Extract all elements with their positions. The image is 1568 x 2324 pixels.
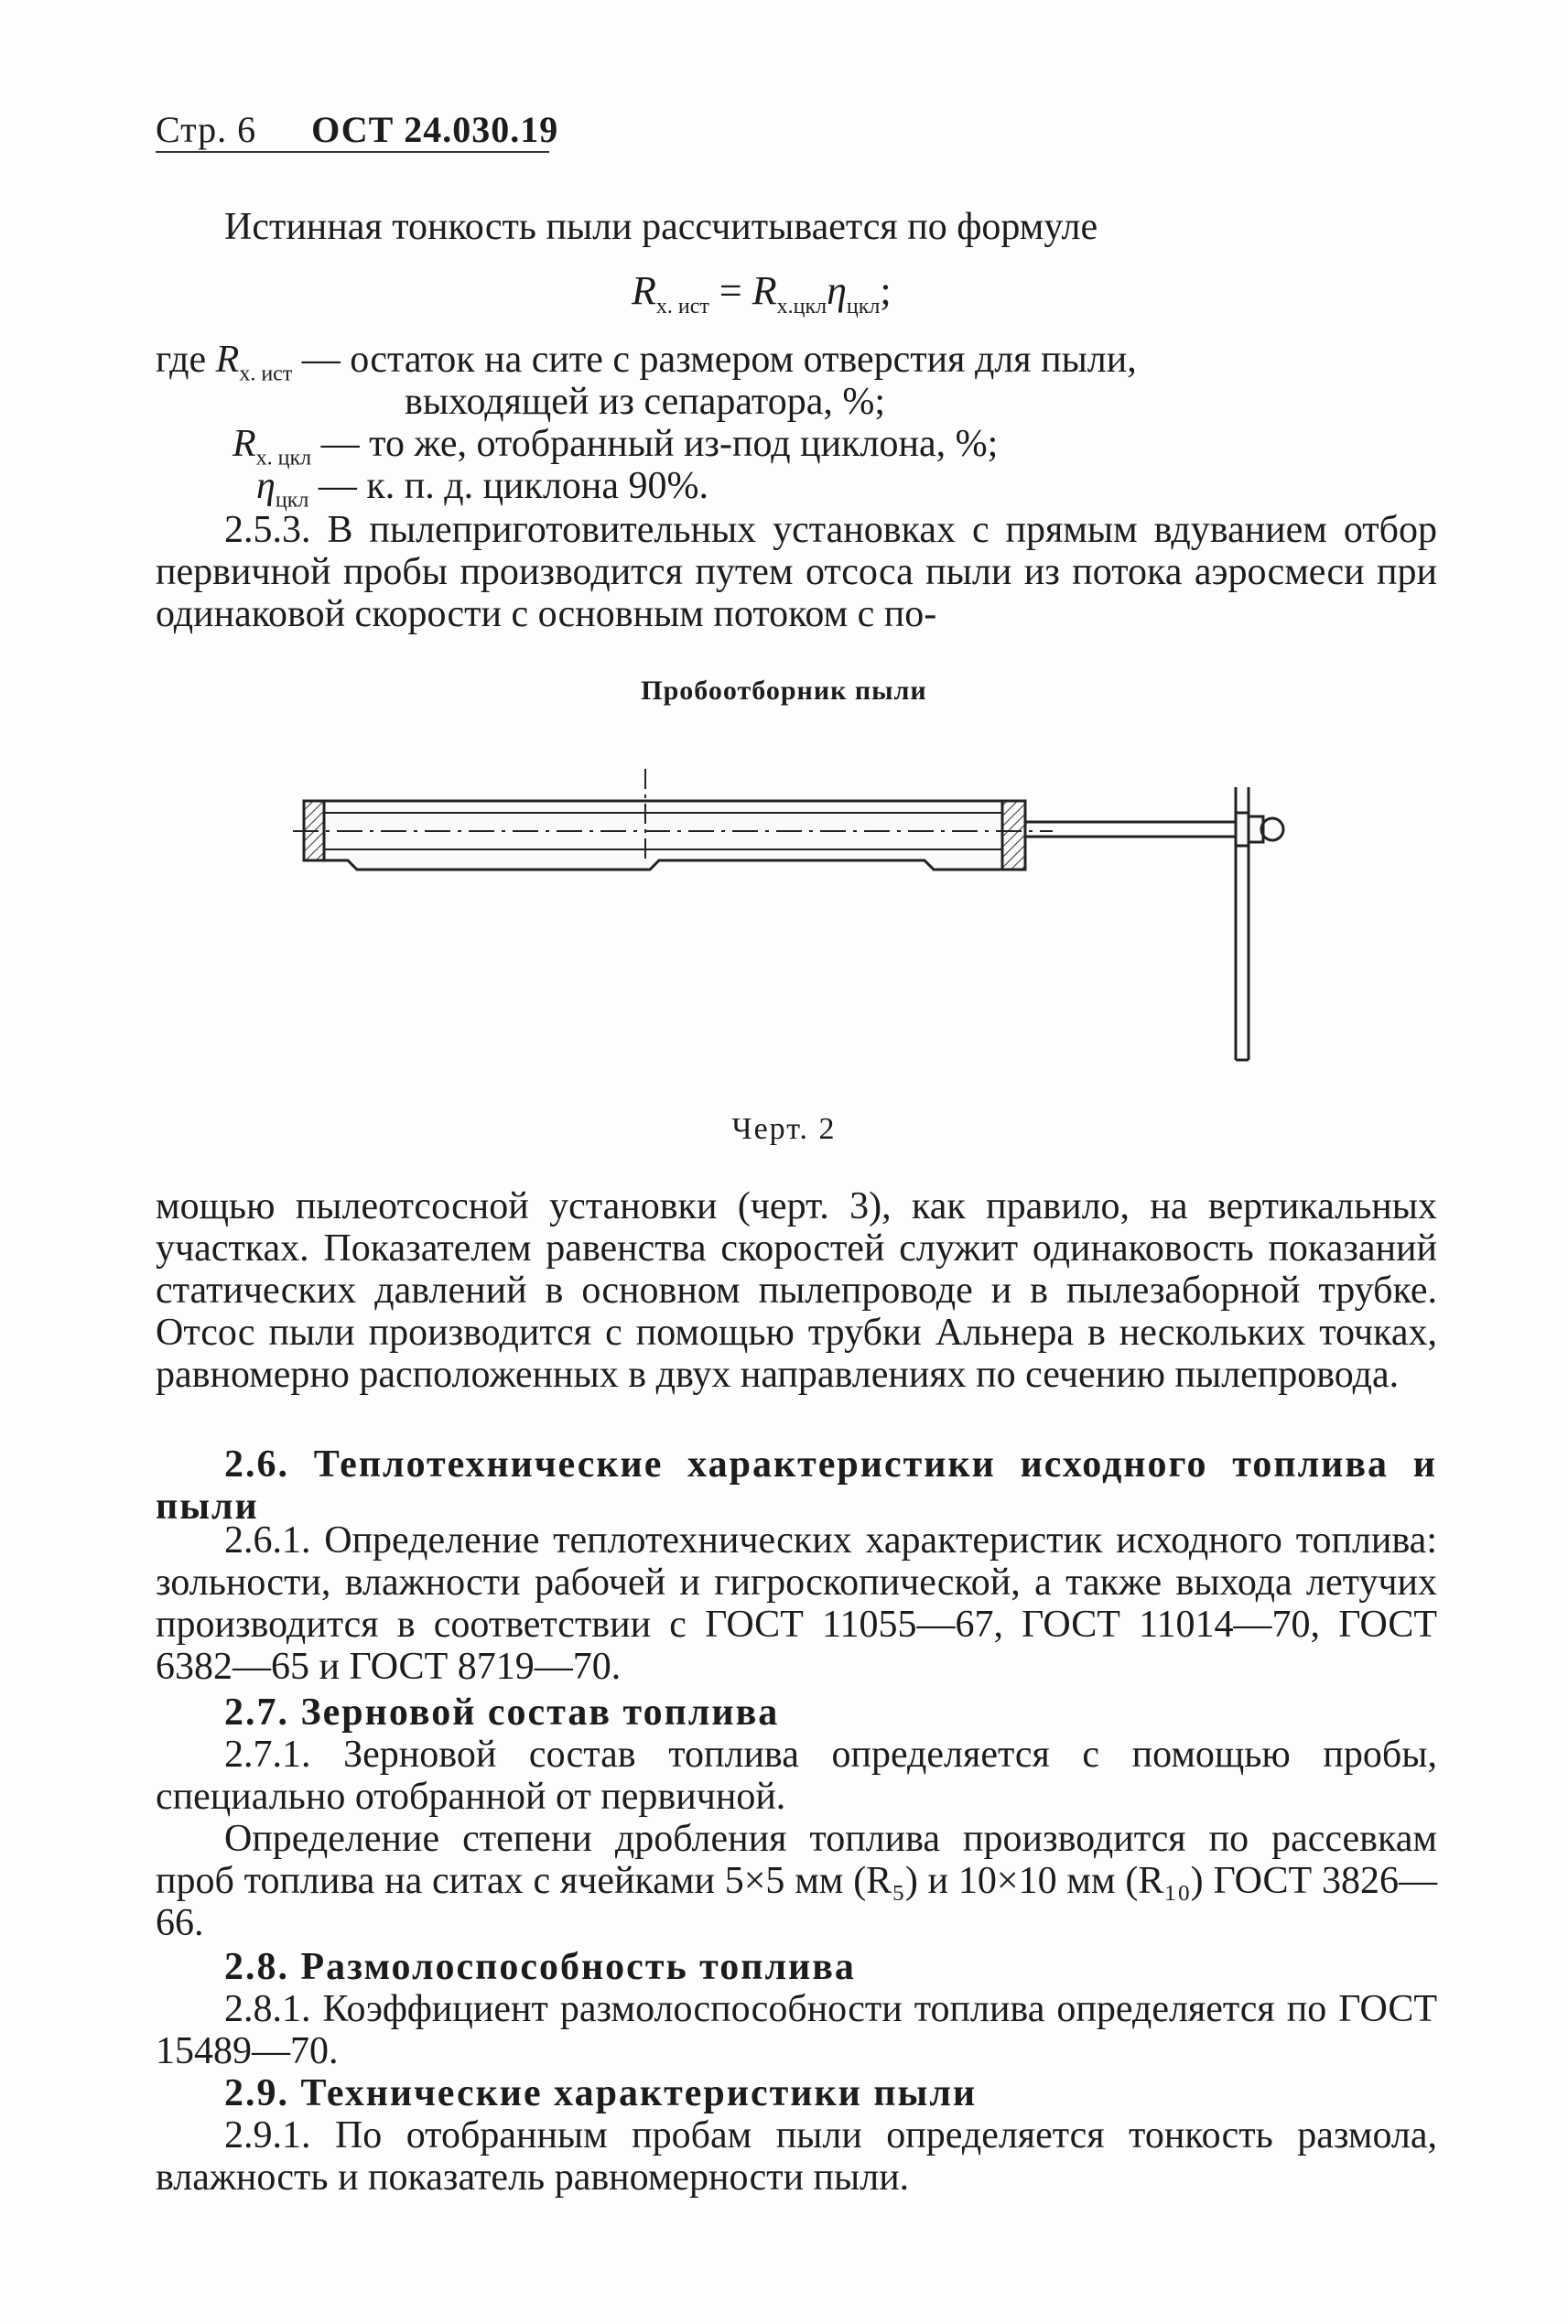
formula: $R_{х. ист} = R_{х.цкл}\eta_{цкл}$;	[632, 268, 892, 319]
header-rule	[156, 151, 549, 153]
section-2-8-heading: 2.8. Размолоспособность топлива	[224, 1946, 856, 1988]
paragraph-2-7-1: 2.7.1. Зерновой состав топлива определяется с помощью пробы, специально отобранной от первичной.	[156, 1734, 1437, 1818]
figure-caption: Черт. 2	[731, 1112, 837, 1146]
formula-intro: Истинная тонкость пыли рассчитывается по формуле	[224, 206, 1098, 248]
section-2-9-heading: 2.9. Технические характеристики пыли	[224, 2072, 978, 2114]
definition-row: $R_{х. цкл}$ — то же, отобранный из-под циклона, %;	[232, 423, 999, 470]
paragraph-2-8-1: 2.8.1. Коэффициент размолоспособности топлива определяется по ГОСТ 15489—70.	[156, 1988, 1437, 2072]
page-header	[156, 108, 558, 151]
paragraph-2-5-3: 2.5.3. В пылеприготовительных установках с прямым вдуванием отбор первичной пробы производится путем отсоса пыли из потока аэросмеси при одинаковой скорости с основным потоком с по-	[156, 509, 1437, 635]
definition-row: $\eta_{цкл}$ — к. п. д. циклона 90%.	[256, 465, 709, 513]
definition-row: выходящей из сепаратора, %;	[405, 381, 886, 423]
figure-title: Пробоотборник пыли	[641, 676, 927, 706]
definitions-list	[156, 339, 1437, 513]
page-number: Стр. 6	[156, 109, 257, 150]
paragraph-2-7-2: Определение степени дробления топлива производится по рассевкам проб топлива на ситах с ячейками 5×5 мм (R₅) и 10×10 мм (R₁₀) ГОСТ 3826—66.	[156, 1818, 1437, 1944]
standard-code: ОСТ 24.030.19	[311, 109, 559, 150]
paragraph-continuation: мощью пылеотсосной установки (черт. 3), как правило, на вертикальных участках. Показателем равенства скоростей служит одинаковость показаний статических давлений в основном пылепроводе и в пылезаборной трубке. Отсос пыли производится с помощью трубки Альнера в нескольких точках, равномерно расположенных в двух направлениях по сечению пылепровода.	[156, 1185, 1437, 1396]
dust-sampler-drawing	[293, 769, 1300, 1071]
definition-row: где $R_{х. ист}$ — остаток на сите с размером отверстия для пыли,	[156, 339, 1137, 386]
paragraph-2-6-1: 2.6.1. Определение теплотехнических характеристик исходного топлива: зольности, влажности рабочей и гигроскопической, а также выхода летучих производится в соответствии с ГОСТ 11055—67, ГОСТ 11014—70, ГОСТ 6382—65 и ГОСТ 8719—70.	[156, 1519, 1437, 1688]
paragraph-2-9-1: 2.9.1. По отобранным пробам пыли определяется тонкость размола, влажность и показатель равномерности пыли.	[156, 2114, 1437, 2199]
section-2-7-heading: 2.7. Зерновой состав топлива	[224, 1692, 780, 1734]
section-2-6-heading: 2.6. Теплотехнические характеристики исходного топлива и пыли	[156, 1443, 1437, 1528]
